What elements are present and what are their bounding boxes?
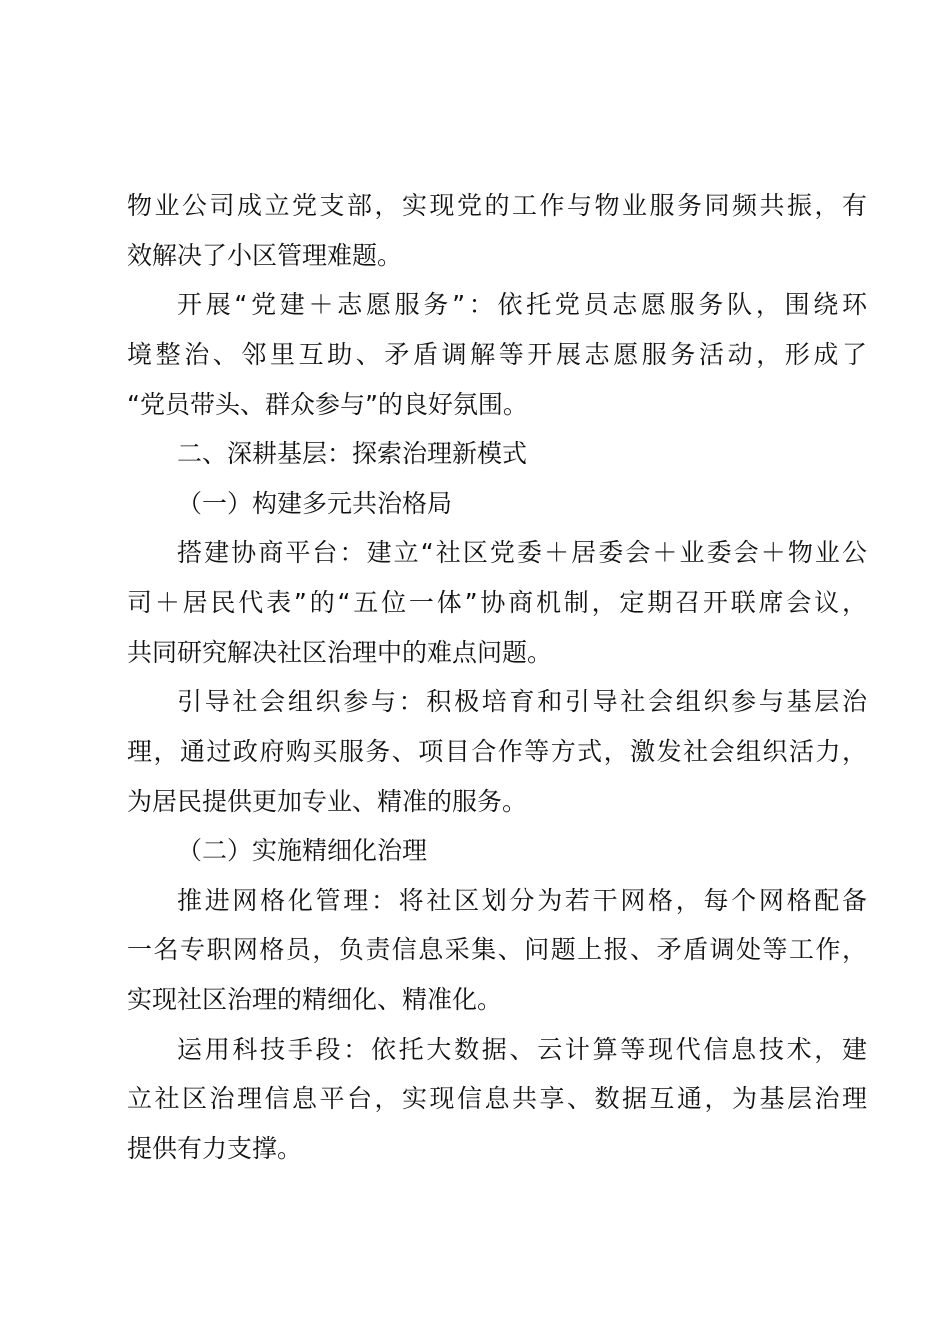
- paragraph-line: 效解决了小区管理难题。: [127, 241, 403, 270]
- paragraph-line: 开展“党建＋志愿服务”：依托党员志愿服务队，围绕环: [177, 290, 867, 319]
- paragraph-line: 推进网格化管理：将社区划分为若干网格，每个网格配备: [177, 886, 867, 915]
- paragraph-line: “党员带头、群众参与”的良好氛围。: [127, 390, 528, 419]
- paragraph-line: 共同研究解决社区治理中的难点问题。: [127, 638, 553, 667]
- paragraph-line: 理，通过政府购买服务、项目合作等方式，激发社会组织活力，: [127, 737, 867, 766]
- subsection-heading: （一）构建多元共治格局: [177, 489, 453, 518]
- section-heading: 二、深耕基层：探索治理新模式: [177, 439, 528, 468]
- paragraph-line: 立社区治理信息平台，实现信息共享、数据互通，为基层治理: [127, 1084, 867, 1113]
- paragraph-line: 运用科技手段：依托大数据、云计算等现代信息技术，建: [177, 1035, 867, 1064]
- paragraph-line: 提供有力支撑。: [127, 1134, 303, 1163]
- paragraph-line: 引导社会组织参与：积极培育和引导社会组织参与基层治: [177, 687, 867, 716]
- paragraph-line: 为居民提供更加专业、精准的服务。: [127, 787, 528, 816]
- paragraph-line: 实现社区治理的精细化、精准化。: [127, 985, 503, 1014]
- subsection-heading: （二）实施精细化治理: [177, 836, 428, 865]
- paragraph-line: 物业公司成立党支部，实现党的工作与物业服务同频共振，有: [127, 191, 867, 220]
- paragraph-line: 搭建协商平台：建立“社区党委＋居委会＋业委会＋物业公: [177, 538, 867, 567]
- paragraph-line: 司＋居民代表”的“五位一体”协商机制，定期召开联席会议，: [127, 588, 867, 617]
- paragraph-line: 一名专职网格员，负责信息采集、问题上报、矛盾调处等工作，: [127, 935, 867, 964]
- paragraph-line: 境整治、邻里互助、矛盾调解等开展志愿服务活动，形成了: [127, 340, 867, 369]
